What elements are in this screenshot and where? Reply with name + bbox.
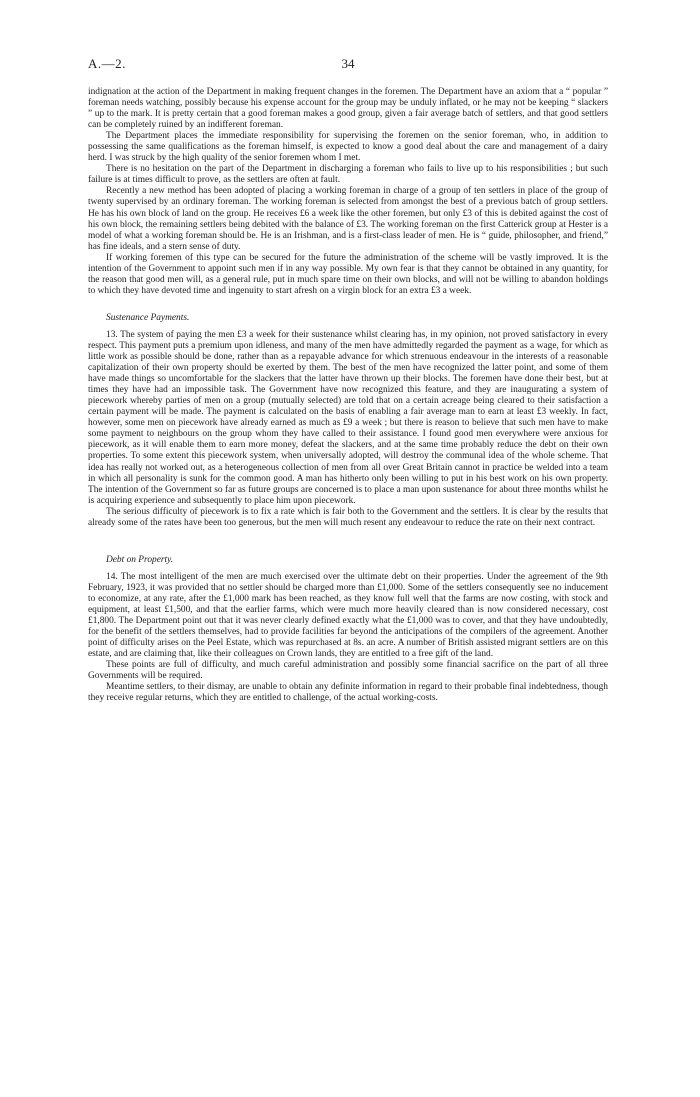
section-foremen [88,87,608,297]
page-header [88,56,608,76]
section-sustenance-payments [88,313,608,529]
paragraph: Recently a new method has been adopted of placing a working foreman in charge of a group of ten settlers in place of the group of twenty supervised by an ordinary foreman. The working foreman is selected from amongst the best of a previous batch of group settlers. He has his own block of land on the group. He receives £6 a week like the other foremen, but only £3 of this is debited against the cost of his own block, the remaining settlers being debited with the balance of £3. The working foreman on the first Catterick group at Hester is a model of what a working foreman should be. He is an Irishman, and is a first-class leader of men. He is “ guide, philosopher, and friend,” has fine ideals, and a stern sense of duty. [88,186,608,252]
paragraph: The serious difficulty of piecework is to fix a rate which is fair both to the Government and the settlers. It is clear by the results that already some of the rates have been too generous, but the men will much resent any endeavour to reduce the rate on their next contract. [88,506,608,528]
document-reference: A.—2. [88,56,126,71]
paragraph: These points are full of difficulty, and much careful administration and possibly some financial sacrifice on the part of all three Governments will be required. [88,660,608,682]
paragraph: If working foremen of this type can be secured for the future the administration of the scheme will be vastly improved. It is the intention of the Government to appoint such men if in any way possible. My own fear is that they cannot be obtained in any quantity, for the reason that good men will, as a general rule, put in much spare time on their own blocks, and will not be willing to abandon holdings to which they have devoted time and ingenuity to start afresh on a virgin block for an extra £3 a week. [88,252,608,296]
paragraph: There is no hesitation on the part of the Department in discharging a foreman who fails to live up to his responsibilities ; but such failure is at times difficult to prove, as the settlers are often at fault. [88,164,608,186]
document-body [88,87,608,704]
paragraph: 13. The system of paying the men £3 a week for their sustenance whilst clearing has, in my opinion, not proved satisfactory in every respect. This payment puts a premium upon idleness, and many of the men have admittedly regarded the payment as a wage, for which as little work as possible should be done, rather than as a repayable advance for which strenuous endeavour in the interests of a reasonable capitalization of their own property should be exerted by them. The best of the men have recognized the latter point, and some of them have made things so uncomfortable for the slackers that the latter have thrown up their blocks. The foremen have done their best, but at times they have had an impossible task. The Government have now recognized this feature, and they are inaugurating a system of piecework whereby parties of men on a group (mutually selected) are told that on a certain acreage being cleared to their satisfaction a certain payment will be made. The payment is calculated on the basis of enabling a fair average man to earn at least £3 weekly. In fact, however, some men on piecework have already earned as much as £9 a week ; but there is reason to believe that such men have to make some payment to neighbours on the group whom they have called to their assistance. I found good men everywhere were anxious for piecework, as it will enable them to earn more money, defeat the slackers, and at the same time probably reduce the debt on their own properties. To some extent this piecework system, when universally adopted, will destroy the communal idea of the whole scheme. That idea has really not worked out, as a heterogeneous collection of men from all over Great Britain cannot in practice be welded into a team in which all personality is sunk for the common good. A man has hitherto only been willing to put in his best work on his own property. The intention of the Government so far as future groups are concerned is to place a man upon sustenance for about three months whilst he is acquiring experience and subsequently to place him upon piecework. [88,329,608,506]
paragraph: indignation at the action of the Department in making frequent changes in the foremen. The Department have an axiom that a “ popular ” foreman needs watching, possibly because his expense account for the group may be unduly inflated, or he may not be keeping “ slackers ” up to the mark. It is pretty certain that a good foreman makes a good group, given a fair average batch of settlers, and that good settlers can be completely ruined by an indifferent foreman. [88,87,608,131]
page-number: 34 [341,56,355,71]
paragraph: Meantime settlers, to their dismay, are unable to obtain any definite information in regard to their probable final indebtedness, though they receive regular returns, which they are entitled to challenge, of the actual working-costs. [88,682,608,704]
paragraph: The Department places the immediate responsibility for supervising the foremen on the senior foreman, who, in addition to possessing the same qualifications as the foreman himself, is expected to know a good deal about the care and management of a dairy herd. I was struck by the high quality of the senior foremen whom I met. [88,131,608,164]
section-debt-on-property [88,555,608,705]
section-heading: Sustenance Payments. [106,312,190,323]
paragraph: 14. The most intelligent of the men are much exercised over the ultimate debt on their properties. Under the agreement of the 9th February, 1923, it was provided that no settler should be charged more than £1,000. Some of the settlers consequently see no inducement to economize, at any rate, after the £1,000 mark has been reached, as they know full well that the farms are now costing, with stock and equipment, at least £1,500, and that the earlier farms, which were much more heavily cleared than is now considered necessary, cost £1,800. The Department point out that it was never clearly defined exactly what the £1,000 was to cover, and that they have undoubtedly, for the benefit of the settlers themselves, had to provide facilities far beyond the anticipations of the compilers of the agreement. Another point of difficulty arises on the Peel Estate, which was repurchased at 8s. an acre. A number of British assisted migrant settlers are on this estate, and are claiming that, like their colleagues on Crown lands, they are entitled to a free gift of the land. [88,571,608,660]
section-heading: Debt on Property. [106,554,174,565]
